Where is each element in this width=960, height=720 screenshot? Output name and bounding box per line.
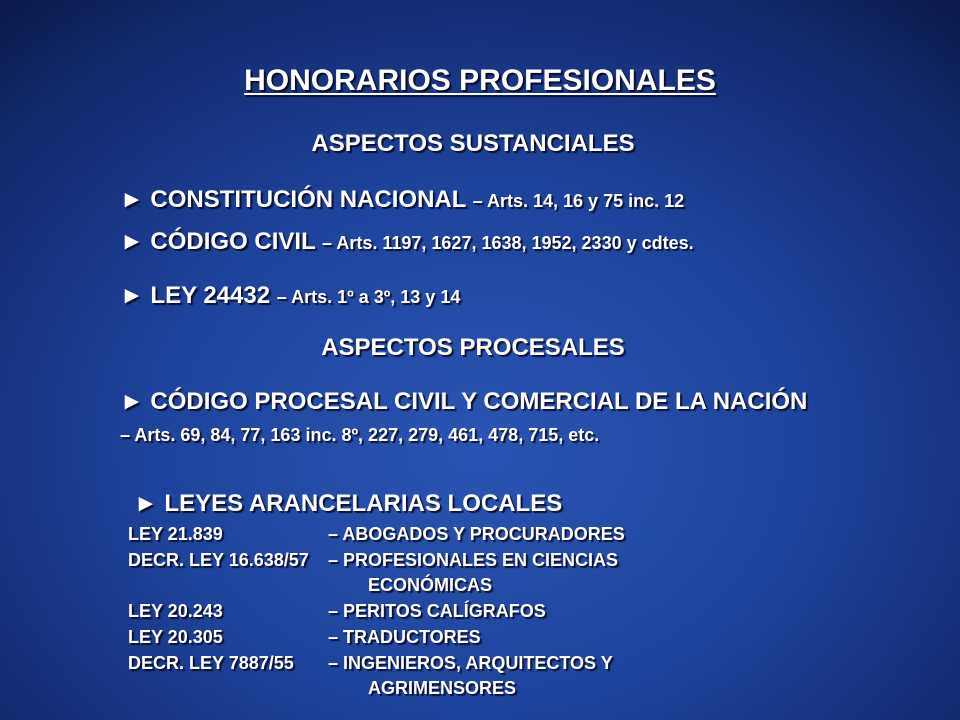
bullet-codigo-civil: ► CÓDIGO CIVIL – Arts. 1197, 1627, 1638, 1952, 2330 y cdtes. <box>120 228 694 255</box>
bullet-constitucion: ► CONSTITUCIÓN NACIONAL – Arts. 14, 16 y 75 inc. 12 <box>120 186 685 213</box>
local-law-row: LEY 21.839 – ABOGADOS Y PROCURADORES <box>128 524 625 544</box>
local-law-row: DECR. LEY 16.638/57 – PROFESIONALES EN CIENCIAS <box>128 550 619 570</box>
local-laws-heading: ► LEYES ARANCELARIAS LOCALES <box>134 490 563 517</box>
bullet-ley-24432: ► LEY 24432 – Arts. 1º a 3º, 13 y 14 <box>120 282 461 309</box>
section-heading-substantive: ASPECTOS SUSTANCIALES <box>311 130 635 157</box>
local-law-row: LEY 20.243 – PERITOS CALÍGRAFOS <box>128 601 546 621</box>
slide-title: HONORARIOS PROFESIONALES <box>244 64 716 97</box>
bullet-codigo-procesal: ► CÓDIGO PROCESAL CIVIL Y COMERCIAL DE LA NACIÓN – Arts. 69, 84, 77, 163 inc. 8º, 227, 279, 461, 478, 715, etc. <box>120 388 808 445</box>
section-heading-procedural: ASPECTOS PROCESALES <box>321 334 625 361</box>
local-law-row-continuation: AGRIMENSORES <box>368 678 517 698</box>
local-law-row: DECR. LEY 7887/55 – INGENIEROS, ARQUITECTOS Y <box>128 653 613 673</box>
local-law-row: LEY 20.305 – TRADUCTORES <box>128 627 481 647</box>
local-law-row-continuation: ECONÓMICAS <box>368 575 493 595</box>
